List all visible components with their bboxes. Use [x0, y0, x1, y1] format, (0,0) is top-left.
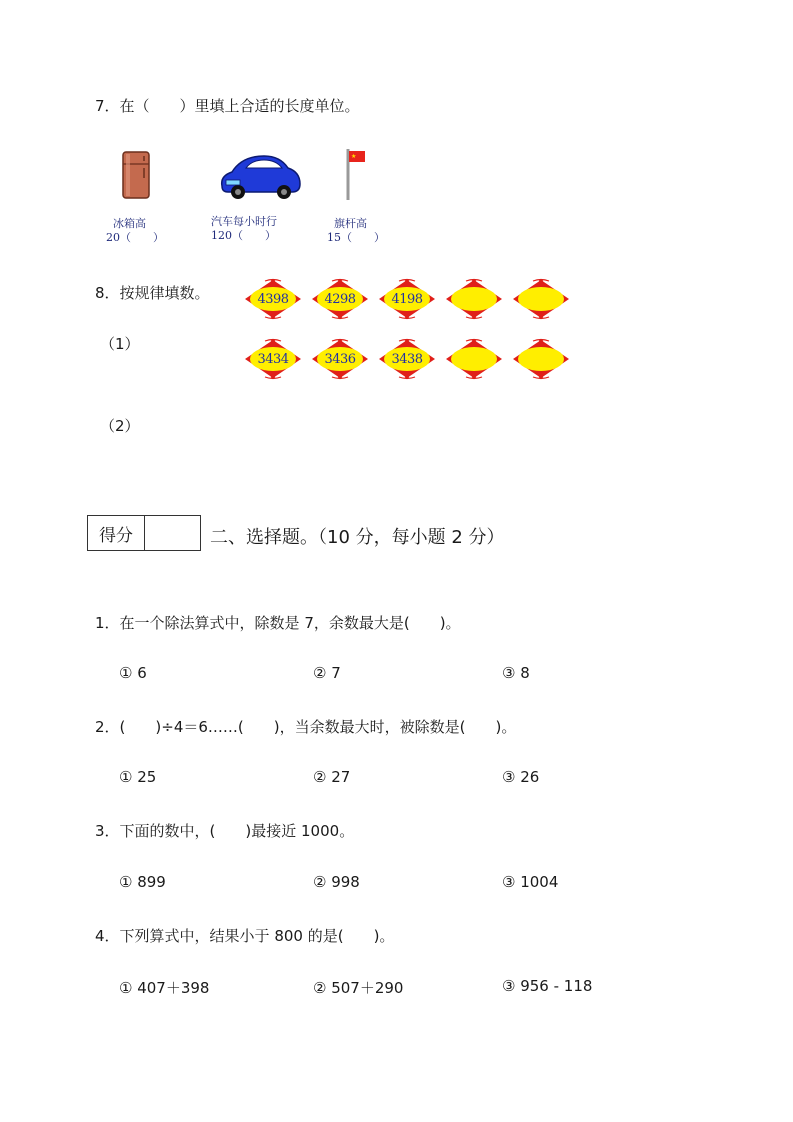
svg-text:★: ★: [351, 153, 357, 160]
q2-option-3: ③ 26: [502, 768, 540, 786]
flagpole-caption: 旗杆高: [334, 217, 367, 230]
question-7-title: 7．在（ ）里填上合适的长度单位。: [95, 97, 360, 115]
lantern-1-1: [243, 278, 303, 320]
fridge-value: 20（ ）: [106, 231, 164, 244]
question-3: 3．下面的数中，( )最接近 1000。: [95, 822, 355, 840]
lantern-2-4: [444, 338, 504, 380]
lantern-number: [444, 278, 504, 320]
score-label: 得分: [88, 516, 145, 550]
question-2: 2．( )÷4＝6……( )，当余数最大时，被除数是( )。: [95, 718, 517, 736]
lantern-2-1: [243, 338, 303, 380]
lantern-2-5: [511, 338, 571, 380]
q8-row1-label: （1）: [100, 335, 140, 353]
q1-option-3: ③ 8: [502, 664, 530, 682]
q3-option-3: ③ 1004: [502, 873, 559, 891]
refrigerator-icon: [120, 150, 152, 200]
lantern-number: [511, 278, 571, 320]
section-2-title: 二、选择题。（10 分，每小题 2 分）: [210, 527, 505, 548]
question-8-title: 8．按规律填数。: [95, 284, 210, 302]
lantern-number: 4198: [391, 291, 423, 307]
lantern-number: 3438: [391, 351, 423, 367]
lantern-1-4: [444, 278, 504, 320]
lantern-number: 4398: [257, 291, 289, 307]
q8-row2-label: （2）: [100, 417, 140, 435]
question-1: 1．在一个除法算式中，除数是 7，余数最大是( )。: [95, 614, 461, 632]
q1-option-1: ① 6: [119, 664, 147, 682]
q1-option-2: ② 7: [313, 664, 341, 682]
lantern-2-2: [310, 338, 370, 380]
q3-option-2: ② 998: [313, 873, 360, 891]
lantern-number: 4298: [324, 291, 356, 307]
flagpole-icon: [342, 146, 370, 202]
fridge-caption: 冰箱高: [113, 217, 146, 230]
q4-option-3: ③ 956 - 118: [502, 977, 593, 995]
lantern-1-2: [310, 278, 370, 320]
lantern-1-5: [511, 278, 571, 320]
lantern-number: [511, 338, 571, 380]
q4-option-1: ① 407＋398: [119, 979, 210, 997]
q3-option-1: ① 899: [119, 873, 166, 891]
car-value: 120（ ）: [211, 229, 276, 242]
lantern-number: 3436: [324, 351, 356, 367]
question-4: 4．下列算式中，结果小于 800 的是( )。: [95, 927, 395, 945]
q2-option-2: ② 27: [313, 768, 351, 786]
score-box: [87, 515, 201, 551]
q2-option-1: ① 25: [119, 768, 157, 786]
lantern-2-3: [377, 338, 437, 380]
lantern-number: [444, 338, 504, 380]
flagpole-value: 15（ ）: [327, 231, 385, 244]
lantern-number: 3434: [257, 351, 289, 367]
car-caption: 汽车每小时行: [211, 215, 277, 228]
lantern-1-3: [377, 278, 437, 320]
q4-option-2: ② 507＋290: [313, 979, 404, 997]
car-icon: [216, 152, 304, 204]
